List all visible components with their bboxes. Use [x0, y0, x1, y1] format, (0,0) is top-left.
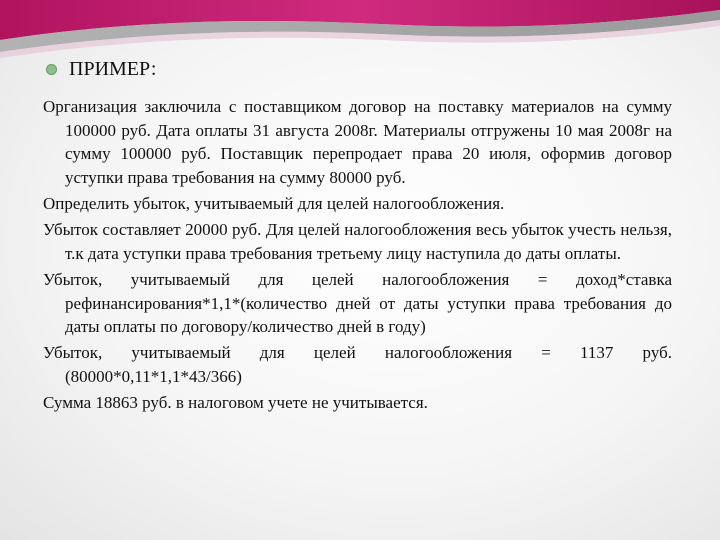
slide-heading: ПРИМЕР: — [69, 58, 157, 80]
paragraph-task: Организация заключила с поставщиком договор на поставку материалов на сумму 100000 руб. Дата оплаты 31 августа 2008г. Материалы отгружены 10 мая 2008г на сумму 100000 руб. Поставщик перепродает права 20 июля, оформив договор уступки права требования на сумму 80000 руб. — [43, 97, 672, 187]
paragraph-question: Определить убыток, учитываемый для целей налогообложения. — [43, 193, 505, 213]
header-decoration — [0, 0, 720, 60]
paragraph-loss: Убыток составляет 20000 руб. Для целей налогообложения весь убыток учесть нельзя, т.к дата уступки права требования третьему лицу наступила до даты оплаты. — [43, 220, 672, 263]
bullet-icon — [46, 64, 57, 75]
slide-heading-bullet — [46, 58, 156, 81]
paragraph-calculation: Убыток, учитываемый для целей налогообложения = 1137 руб.(80000*0,11*1,1*43/366) — [43, 343, 672, 386]
paragraph-conclusion: Сумма 18863 руб. в налоговом учете не учитывается. — [43, 393, 428, 413]
paragraph-formula: Убыток, учитываемый для целей налогообложения = доход*ставка рефинансирования*1,1*(количество дней от даты уступки права требования до даты оплаты по договору/количество дней в году) — [43, 269, 672, 337]
slide-body — [43, 95, 672, 417]
